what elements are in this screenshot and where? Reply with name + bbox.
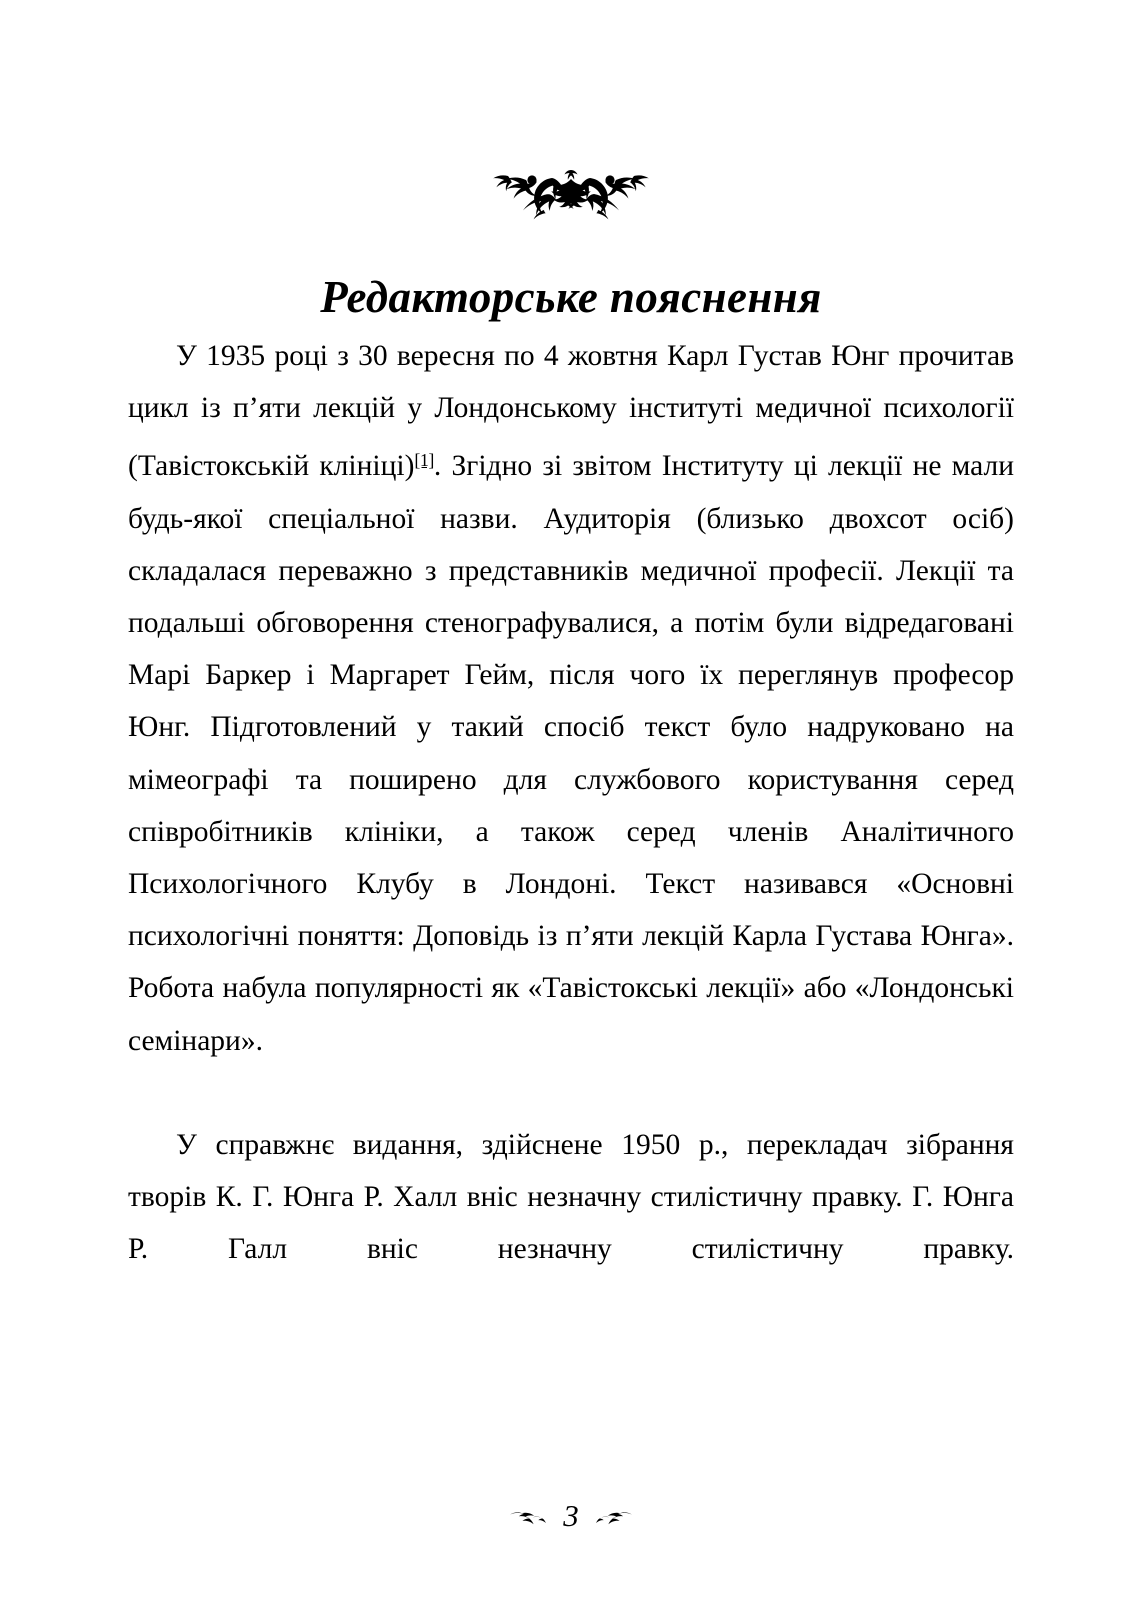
footnote-reference-1[interactable]: [1]: [414, 450, 434, 471]
page-number: 3: [563, 1498, 579, 1533]
leaf-ornament-right: [593, 1508, 633, 1526]
header-ornament: [0, 158, 1142, 226]
paragraph-1-text-before-footnote: У 1935 році з 30 вересня по 4 жовтня Карл Густав Юнг прочитав цикл із п’яти лекцій у Лондонському інституті медичної психології (Тавістокській клініці): [128, 340, 1014, 483]
paragraph-2: У справжнє видання, здійснене 1950 р., перекладач зібрання творів К. Г. Юнга Р. Халл вніс незначну стилістичну правку. Г. Юнга Р. Галл вніс незначну стилістичну правку.: [128, 1129, 1014, 1266]
paragraph-1: [128, 330, 1014, 1119]
page-footer: [0, 1500, 1142, 1533]
page-title: Редакторське пояснення: [320, 272, 822, 323]
leaf-ornament-left: [509, 1508, 549, 1526]
floral-flourish-ornament: [448, 158, 694, 226]
paragraph-1-text-after-footnote: . Згідно зі звітом Інституту ці лекції не мали будь-якої спеціальної назви. Аудиторія (близько двохсот осіб) складалася переважно з представників медичної професії. Лекції та подальші обговорення стенографувалися, а потім були відредаговані Марі Баркер і Маргарет Гейм, після чого їх переглянув професор Юнг. Підготовлений у такий спосіб текст було надруковано на мімеографі та поширено для службового користування серед співробітників клініки, а також серед членів Аналітичного Психологічного Клубу в Лондоні. Текст називався «Основні психологічні поняття: Доповідь із п’яти лекцій Карла Густава Юнга». Робота набула популярності як «Тавістокські лекції» або «Лондонські семінари».: [128, 450, 1014, 1057]
body-content: [128, 330, 1014, 1328]
